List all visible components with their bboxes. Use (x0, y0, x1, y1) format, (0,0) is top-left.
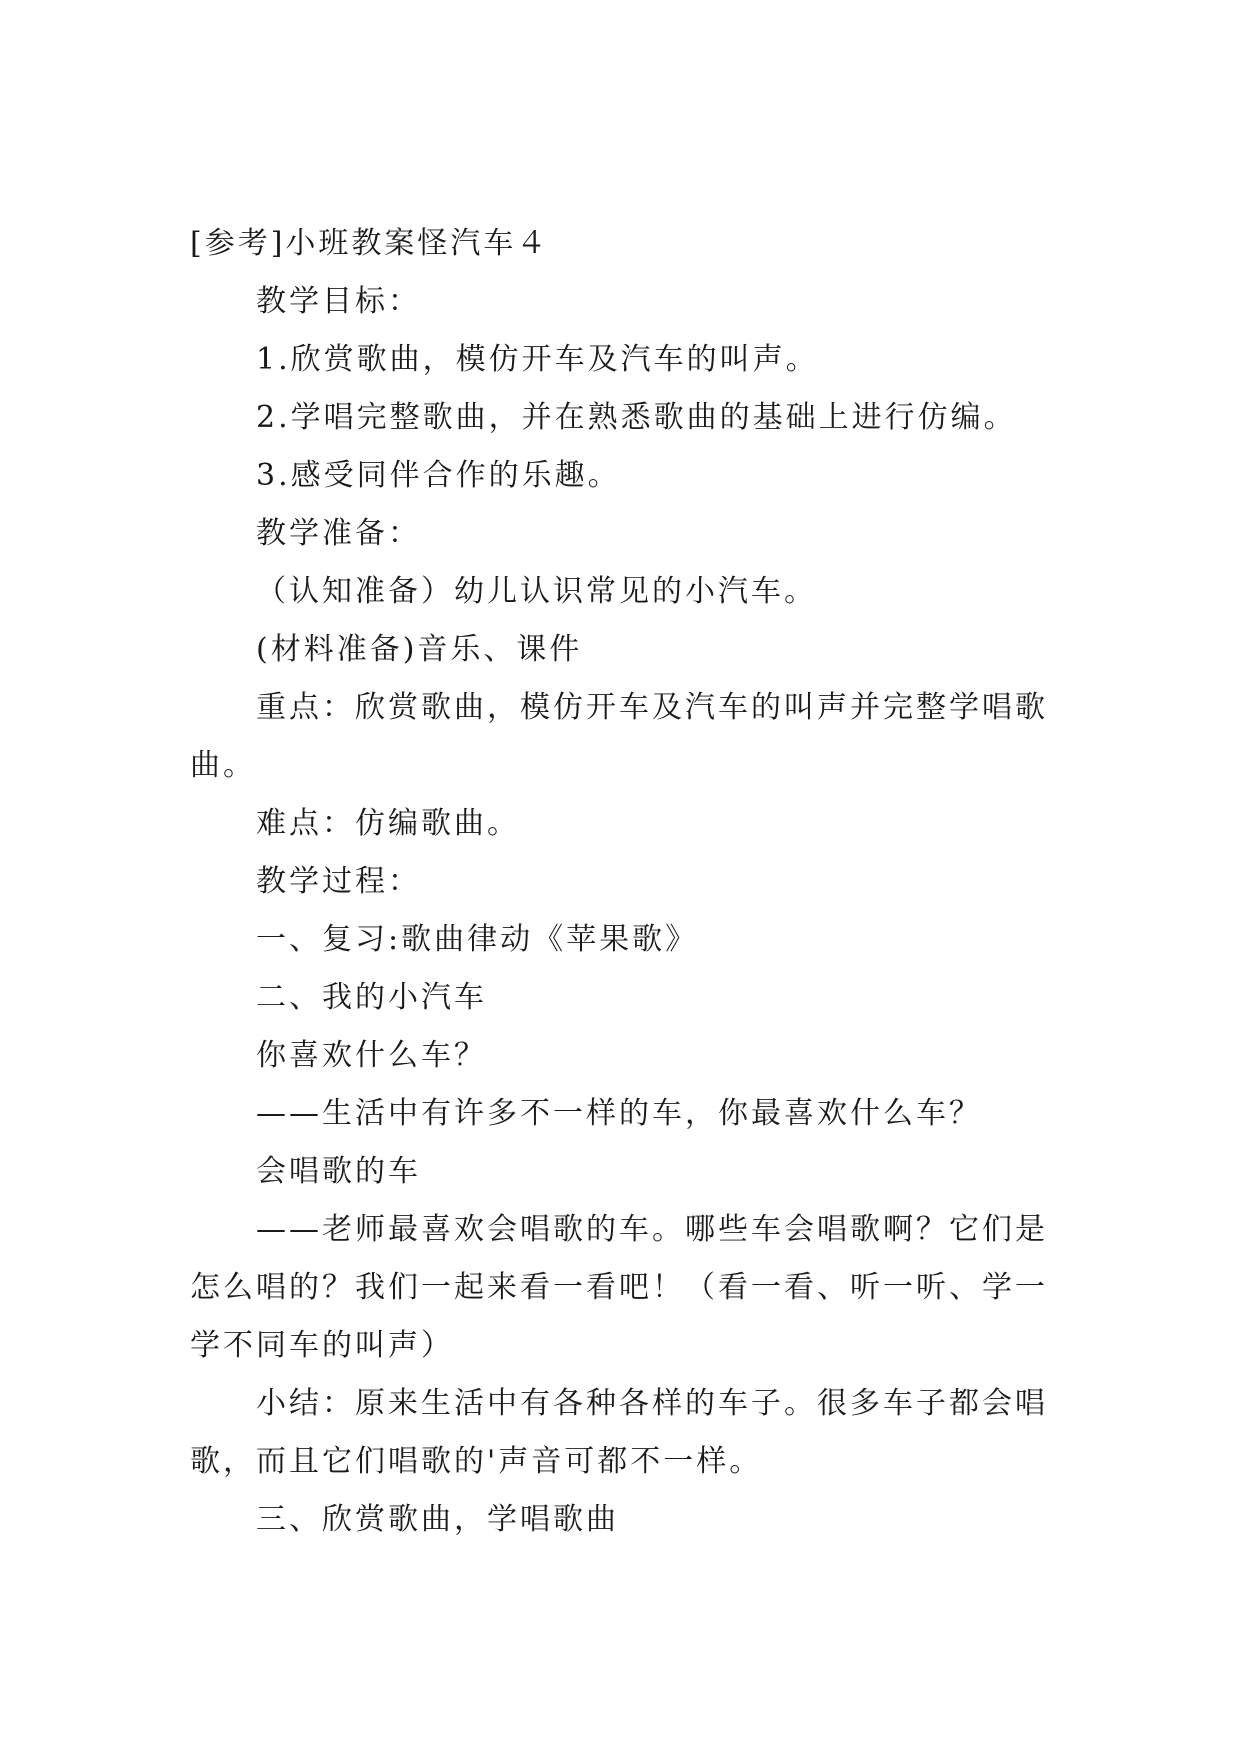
paragraph-process-heading: 教学过程： (256, 864, 421, 899)
paragraph-difficulty: 难点：仿编歌曲。 (256, 806, 520, 841)
paragraph-material-preparation: (材料准备)音乐、课件 (256, 632, 583, 667)
paragraph-key-point-line-2: 曲。 (190, 748, 256, 783)
paragraph-step-2: 二、我的小汽车 (256, 980, 487, 1015)
paragraph-many-cars: ——生活中有许多不一样的车，你最喜欢什么车？ (256, 1096, 982, 1131)
paragraph-summary-line-2: 歌，而且它们唱歌的'声音可都不一样。 (190, 1444, 763, 1479)
paragraph-step-1: 一、复习:歌曲律动《苹果歌》 (256, 922, 699, 957)
paragraph-summary-line-1: 小结：原来生活中有各种各样的车子。很多车子都会唱 (256, 1386, 1048, 1421)
document-title: [参考]小班教案怪汽车４ (190, 226, 550, 261)
paragraph-goal-3: 3.感受同伴合作的乐趣。 (256, 458, 621, 493)
paragraph-step-3: 三、欣赏歌曲，学唱歌曲 (256, 1502, 619, 1537)
paragraph-question-favorite-car: 你喜欢什么车？ (256, 1038, 487, 1073)
paragraph-key-point-line-1: 重点：欣赏歌曲，模仿开车及汽车的叫声并完整学唱歌 (256, 690, 1048, 725)
paragraph-teacher-line-1: ——老师最喜欢会唱歌的车。哪些车会唱歌啊？它们是 (256, 1212, 1048, 1247)
paragraph-singing-car: 会唱歌的车 (256, 1154, 421, 1189)
paragraph-teacher-line-2: 怎么唱的？我们一起来看一看吧！（看一看、听一听、学一 (190, 1270, 1048, 1305)
paragraph-preparation-heading: 教学准备： (256, 516, 421, 551)
paragraph-goal-2: 2.学唱完整歌曲，并在熟悉歌曲的基础上进行仿编。 (256, 400, 1017, 435)
paragraph-goal-1: 1.欣赏歌曲，模仿开车及汽车的叫声。 (256, 342, 819, 377)
paragraph-cognitive-preparation: （认知准备）幼儿认识常见的小汽车。 (256, 574, 817, 609)
paragraph-teaching-goals-heading: 教学目标： (256, 284, 421, 319)
paragraph-teacher-line-3: 学不同车的叫声） (190, 1328, 454, 1363)
